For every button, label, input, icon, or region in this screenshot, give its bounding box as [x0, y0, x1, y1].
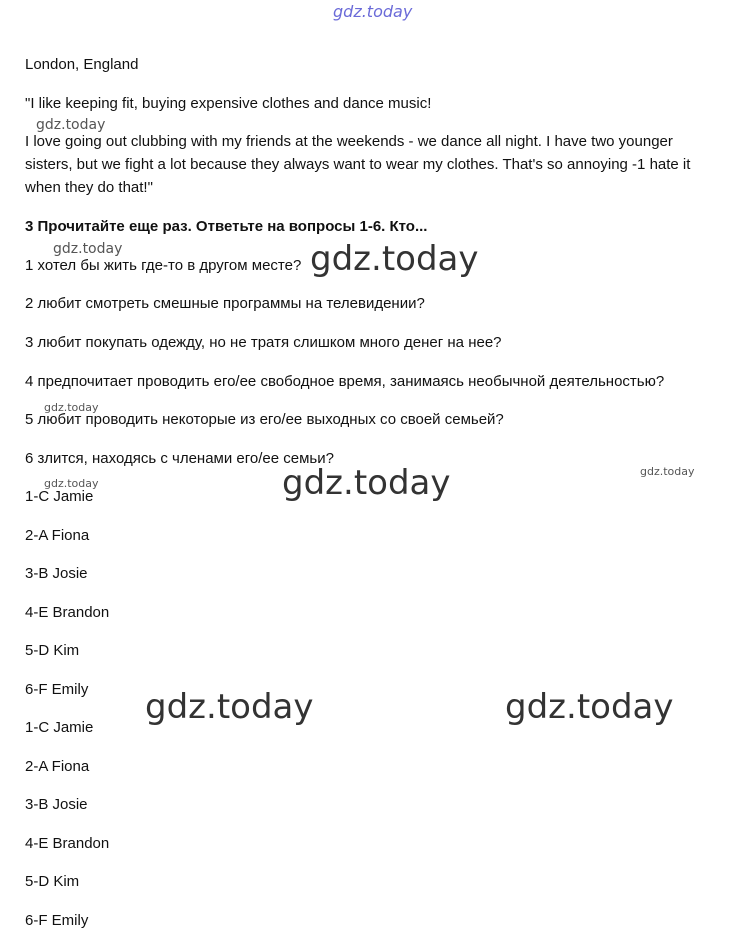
answer-item: 1-C Jamie	[25, 719, 94, 736]
answer-item: 3-B Josie	[25, 796, 88, 813]
answer-item: 6-F Emily	[25, 681, 89, 698]
answer-item: 2-A Fiona	[25, 758, 90, 775]
quote-line: sisters, but we fight a lot because they always want to wear my clothes. That's so annoying -1 hate it	[25, 156, 691, 173]
task-heading: 3 Прочитайте еще раз. Ответьте на вопросы 1-6. Кто...	[25, 218, 428, 235]
question-item: 5 любит проводить некоторые из его/ее выходных со своей семьей?	[25, 411, 504, 428]
watermark-tiny: gdz.today	[640, 465, 695, 478]
watermark-tiny: gdz.today	[44, 477, 99, 490]
question-item: 1 хотел бы жить где-то в другом месте?	[25, 257, 302, 274]
answer-item: 5-D Kim	[25, 642, 80, 659]
answer-item: 2-A Fiona	[25, 527, 90, 544]
answer-item: 4-E Brandon	[25, 604, 110, 621]
answer-item: 3-B Josie	[25, 565, 88, 582]
quote-line: I love going out clubbing with my friends at the weekends - we dance all night. I have two younger	[25, 133, 673, 150]
watermark-large: gdz.today	[282, 463, 451, 503]
answer-item: 6-F Emily	[25, 912, 89, 929]
answer-item: 1-C Jamie	[25, 488, 94, 505]
watermark-small: gdz.today	[53, 241, 123, 257]
watermark-large: gdz.today	[310, 239, 479, 279]
quote-line: when they do that!"	[25, 179, 153, 196]
watermark-large: gdz.today	[505, 687, 674, 727]
question-item: 4 предпочитает проводить его/ее свободное время, занимаясь необычной деятельностью?	[25, 373, 665, 390]
watermark-top: gdz.today	[333, 2, 413, 21]
answer-item: 4-E Brandon	[25, 835, 110, 852]
question-item: 3 любит покупать одежду, но не тратя слишком много денег на нее?	[25, 334, 502, 351]
question-item: 6 злится, находясь с членами его/ее семьи?	[25, 450, 334, 467]
quote-line: "I like keeping fit, buying expensive clothes and dance music!	[25, 95, 432, 112]
question-item: 2 любит смотреть смешные программы на телевидении?	[25, 295, 425, 312]
location-line: London, England	[25, 56, 139, 73]
watermark-tiny: gdz.today	[44, 401, 99, 414]
watermark-small: gdz.today	[36, 117, 106, 133]
watermark-large: gdz.today	[145, 687, 314, 727]
answer-item: 5-D Kim	[25, 873, 80, 890]
